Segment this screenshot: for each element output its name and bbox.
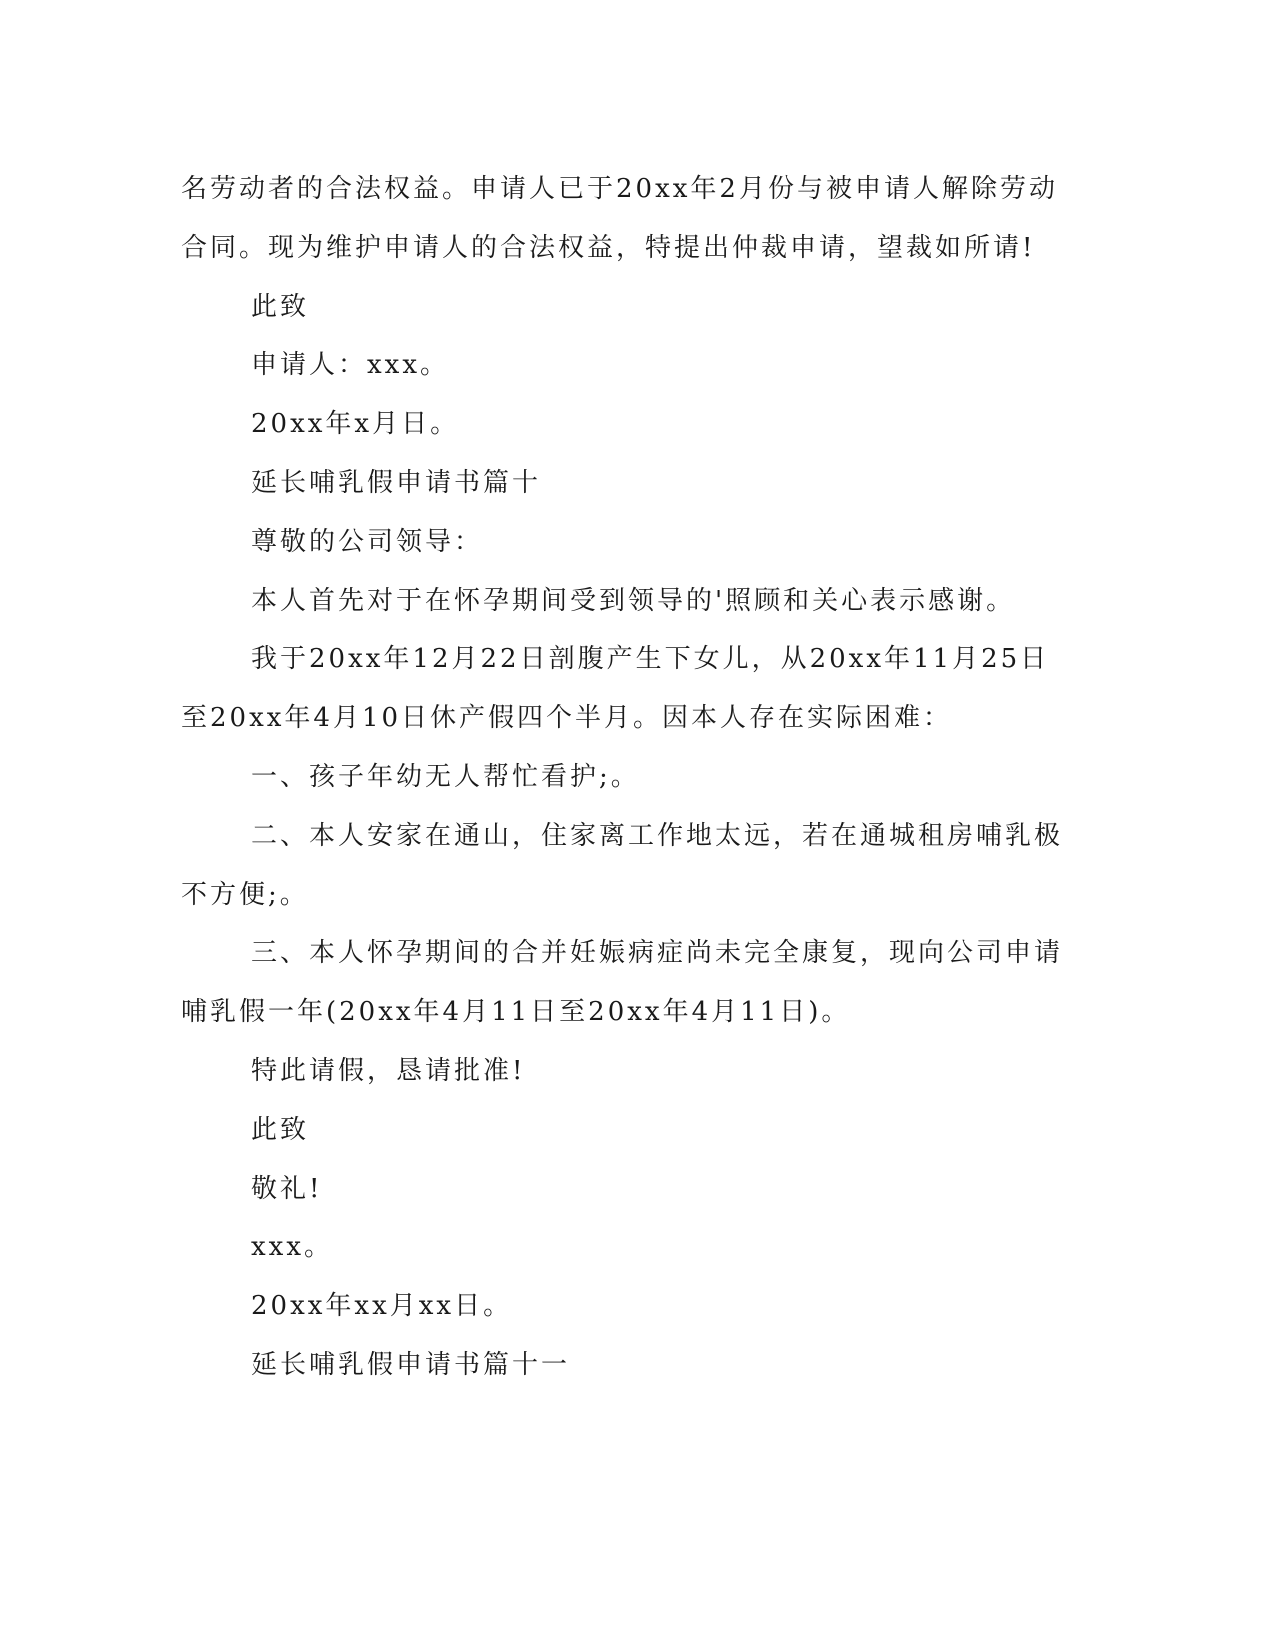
document-body — [181, 160, 1064, 1395]
paragraph-line: 名劳动者的合法权益。申请人已于20xx年2月份与被申请人解除劳动 — [181, 174, 1058, 204]
signature-date: 20xx年x月日。 — [251, 409, 460, 440]
section-heading: 延长哺乳假申请书篇十 — [251, 467, 542, 498]
paragraph-line: 本人首先对于在怀孕期间受到领导的'照顾和关心表示感谢。 — [251, 585, 1016, 616]
applicant-signature: 申请人：xxx。 — [251, 350, 449, 381]
signature-date: 20xx年xx月xx日。 — [251, 1291, 513, 1322]
list-item: 二、本人安家在通山，住家离工作地太远，若在通城租房哺乳极 — [251, 820, 1064, 851]
list-item: 一、孩子年幼无人帮忙看护;。 — [251, 761, 640, 792]
paragraph-line: 我于20xx年12月22日剖腹产生下女儿，从20xx年11月25日 — [251, 644, 1050, 675]
request-statement: 特此请假，恳请批准! — [251, 1055, 526, 1086]
paragraph-line: 不方便;。 — [181, 879, 309, 910]
greeting: 尊敬的公司领导： — [251, 526, 484, 557]
paragraph-line: 至20xx年4月10日休产假四个半月。因本人存在实际困难： — [181, 703, 953, 734]
list-item: 三、本人怀孕期间的合并妊娠病症尚未完全康复，现向公司申请 — [251, 938, 1064, 969]
paragraph-line: 合同。现为维护申请人的合法权益，特提出仲裁申请，望裁如所请! — [181, 232, 1036, 263]
closing-salutation: 此致 — [251, 291, 310, 322]
paragraph-line: 哺乳假一年(20xx年4月11日至20xx年4月11日)。 — [181, 997, 851, 1028]
signature-name: xxx。 — [251, 1232, 333, 1263]
closing-regards: 敬礼! — [251, 1173, 323, 1204]
closing-salutation: 此致 — [251, 1114, 310, 1145]
section-heading: 延长哺乳假申请书篇十一 — [251, 1349, 571, 1380]
